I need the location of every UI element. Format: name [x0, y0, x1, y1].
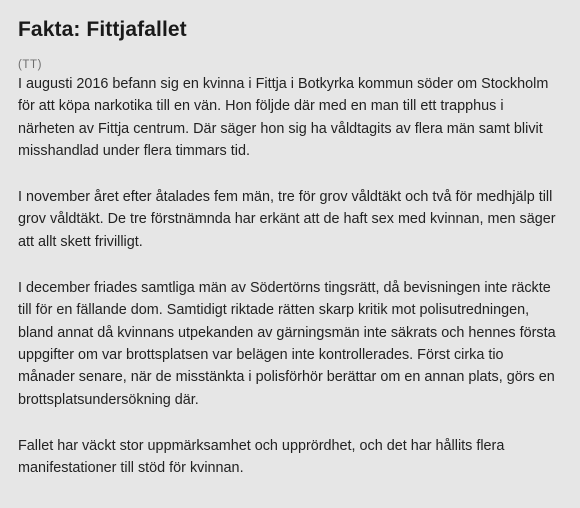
source-label: (TT) [18, 59, 43, 71]
fact-paragraph: Fallet har väckt stor uppmärksamhet och upprördhet, och det har hållits flera manifestationer till stöd för kvinnan. [18, 437, 505, 477]
fact-paragraph: I december friades samtliga män av Södertörns tingsrätt, då bevisningen inte räckte till för en fällande dom. Samtidigt riktade rätten skarp kritik mot polisutredningen, bland annat då kvinnans utpekanden av gärningsmän inte säkrats och hennes första uppgifter om var brottsplatsen var belägen inte kontrollerades. Först cirka tio månader senare, när de misstänkta i polisförhör berättar om en annan plats, görs en brottsplatsundersökning där. [18, 280, 556, 408]
fact-paragraph: I november året efter åtalades fem män, tre för grov våldtäkt och två för medhjälp till grov våldtäkt. De tre förstnämnda har erkänt att de haft sex med kvinnan, men säger att allt skett frivilligt. [18, 189, 556, 250]
fact-title: Fakta: Fittjafallet [18, 18, 187, 41]
fact-paragraph: I augusti 2016 befann sig en kvinna i Fittja i Botkyrka kommun söder om Stockholm för att köpa narkotika till en vän. Hon följde där med en man till ett trapphus i närheten av Fittja centrum. Där säger hon sig ha våldtagits av flera män samt blivit misshandlad under flera timmars tid. [18, 76, 549, 159]
